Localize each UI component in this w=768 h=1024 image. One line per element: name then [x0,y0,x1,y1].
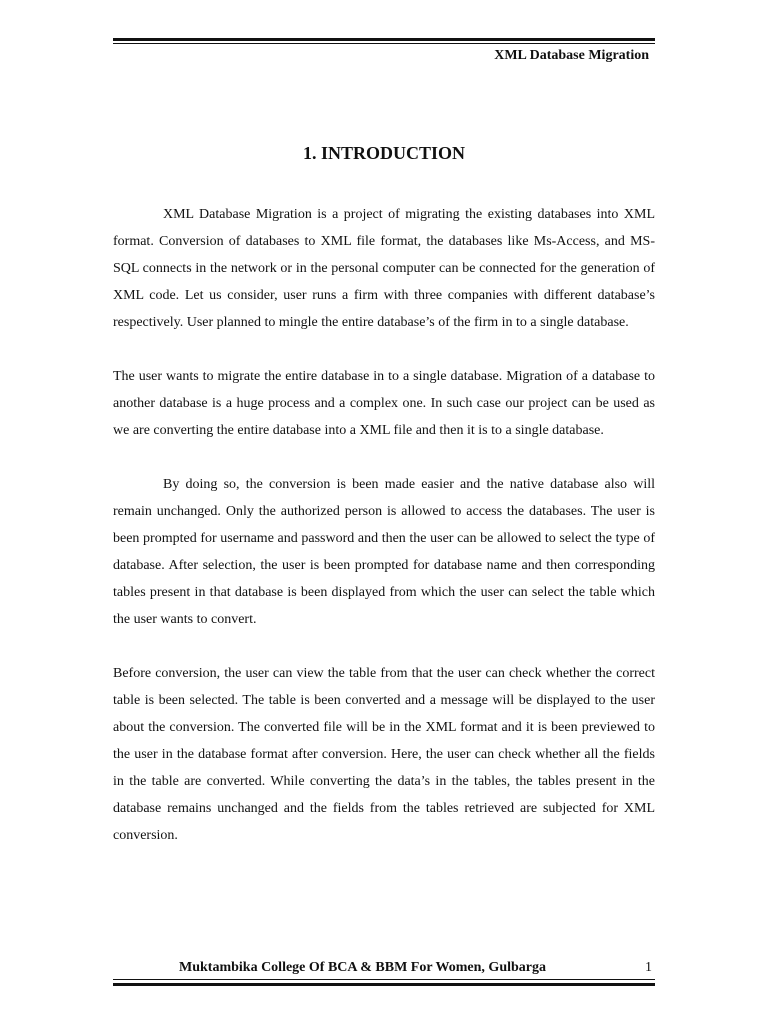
header-rule-thick [113,38,655,41]
paragraph-2: The user wants to migrate the entire database in to a single database. Migration of a database to another database is a huge process and a complex one. In such case our project can be used as we are converting the entire database into a XML file and then it is to a single database. [113,369,655,438]
chapter-title: 1. INTRODUCTION [302,143,466,163]
footer-rule-thick [113,983,655,986]
running-header: XML Database Migration [494,48,649,63]
body-text [113,201,655,876]
paragraph-4: Before conversion, the user can view the table from that the user can check whether the correct table is been selected. The table is been converted and a message will be displayed to the user about the conversion. The converted file will be in the XML format and it is been previewed to the user in the database format after conversion. Here, the user can check whether all the fields in the table are converted. While converting the data’s in the tables, the tables present in the database remains unchanged and the fields from the tables retrieved are subjected for XML conversion. [113,666,655,843]
header-rule-thin [113,43,655,44]
page-number: 1 [645,960,652,975]
paragraph-1: XML Database Migration is a project of migrating the existing databases into XML format. Conversion of databases to XML file format, the databases like Ms-Access, and MS-SQL connects in the network or in the personal computer can be connected for the generation of XML code. Let us consider, user runs a firm with three companies with different database’s respectively. User planned to mingle the entire database’s of the firm in to a single database. [113,207,655,330]
paragraph-3: By doing so, the conversion is been made easier and the native database also will remain unchanged. Only the authorized person is allowed to access the databases. The user is been prompted for username and password and then the user can be allowed to select the type of database. After selection, the user is been prompted for database name and then corresponding tables present in that database is been displayed from which the user can select the table which the user wants to convert. [113,477,655,627]
footer-college: Muktambika College Of BCA & BBM For Women, Gulbarga [179,960,546,975]
footer-rule-thin [113,979,655,980]
